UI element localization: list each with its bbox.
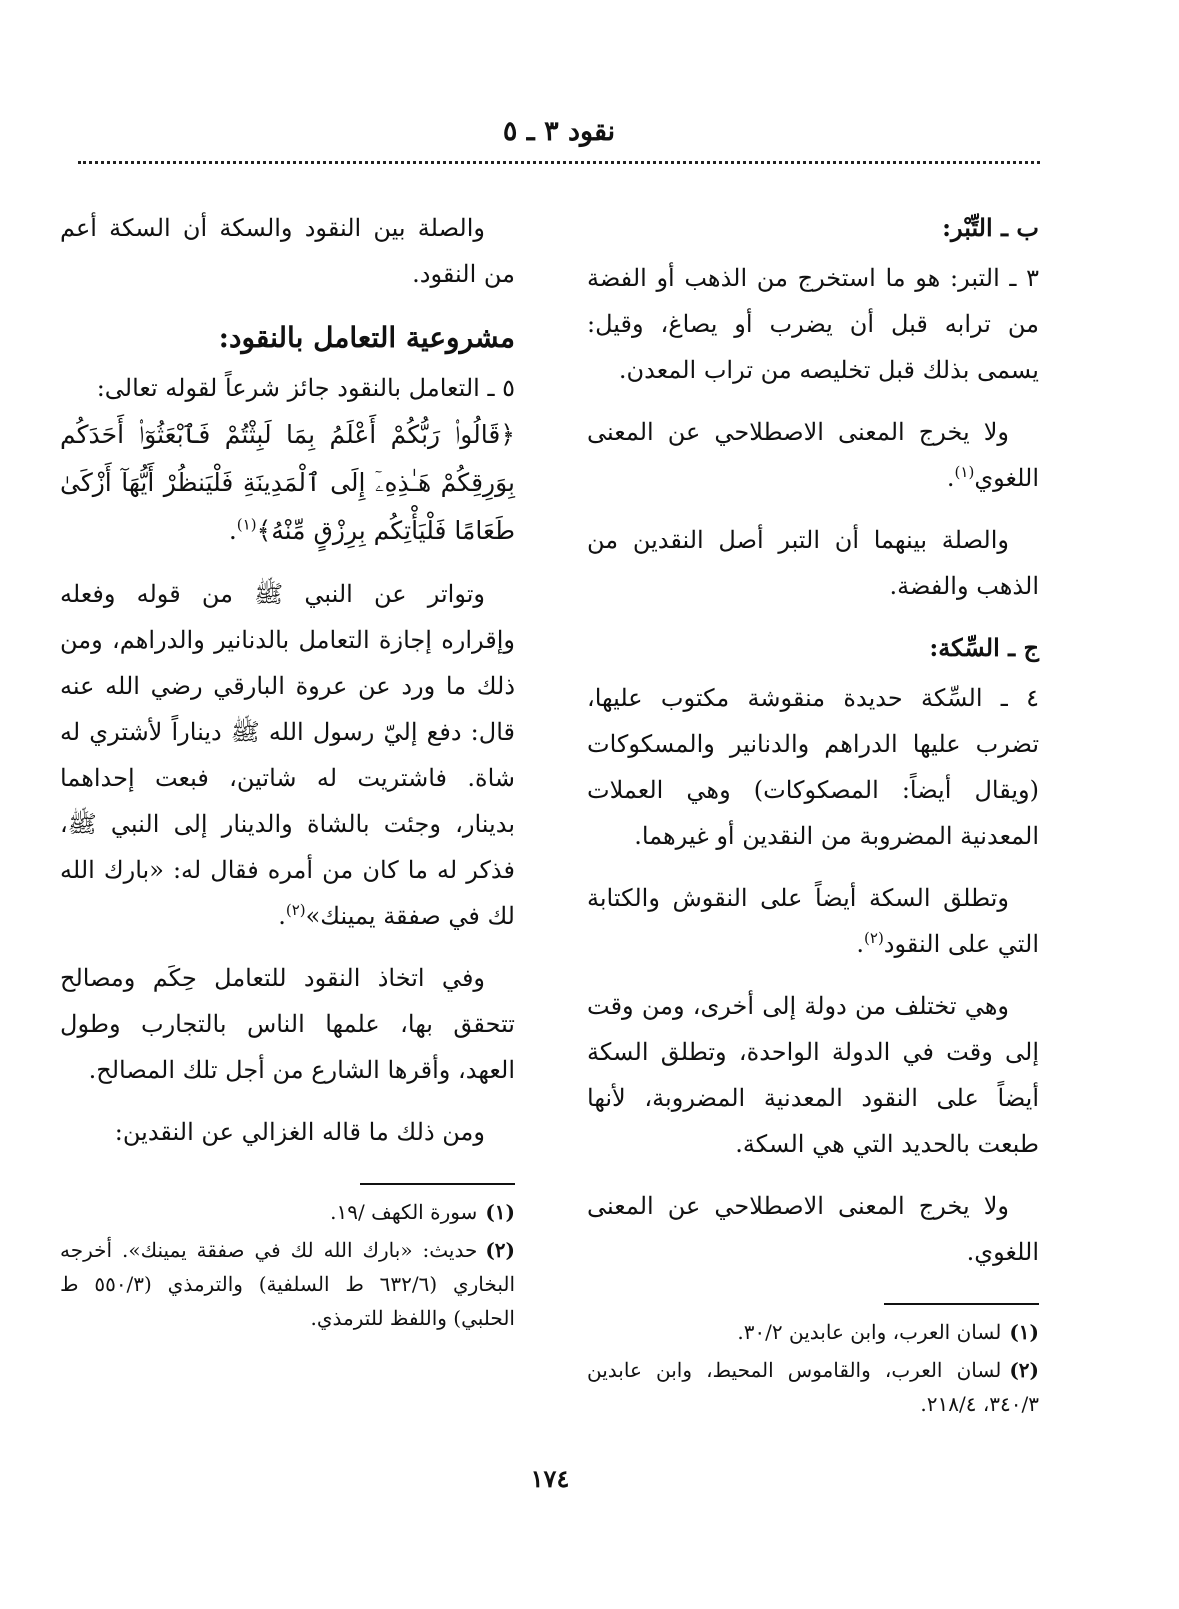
footnote-number: (٢) [1009, 1358, 1039, 1382]
quran-verse-text: ﴿قَالُوا۟ رَبُّكُمْ أَعْلَمُ بِمَا لَبِثْتُمْ فَٱبْعَثُوٓا۟ أَحَدَكُم بِوَرِقِكُمْ هَـٰذِهِۦٓ إِلَى ٱلْمَدِينَةِ فَلْيَنظُرْ أَيُّهَآ أَزْكَىٰ طَعَامًا فَلْيَأْتِكُم بِرِزْقٍ مِّنْهُ﴾ [60, 420, 515, 545]
footnote-ref-1: (١) [954, 463, 975, 481]
sikka-heading: ج ـ السِّكة: [929, 633, 1039, 662]
paragraph-sikka-engraving-text: وتطلق السكة أيضاً على النقوش والكتابة التي على النقود [587, 884, 1039, 958]
footnote-item [60, 1233, 515, 1335]
running-header-title: نقود ٣ ـ ٥ [502, 116, 616, 147]
paragraph-hikam: وفي اتخاذ النقود للتعامل حِكَم ومصالح تتحقق بها، علمها الناس بالتجارب وطول العهد، وأقرها الشارع من أجل تلك المصالح. [60, 964, 515, 1084]
footnote-text: سورة الكهف /١٩. [330, 1200, 478, 1224]
right-column [587, 205, 1039, 1425]
footnote-item [587, 1315, 1039, 1349]
footnote-text: لسان العرب، والقاموس المحيط، وابن عابدين ٣٤٠/٣، ٢١٨/٤. [587, 1358, 1039, 1416]
paragraph-tibr-meaning: ولا يخرج المعنى الاصطلاحي عن المعنى اللغوي$^{(١)}$. [587, 418, 1039, 492]
quran-verse: ﴿قَالُوا۟ رَبُّكُمْ أَعْلَمُ بِمَا لَبِثْتُمْ فَٱبْعَثُوٓا۟ أَحَدَكُم بِوَرِقِكُمْ هَـٰذِهِۦٓ إِلَى ٱلْمَدِينَةِ فَلْيَنظُرْ أَيُّهَآ أَزْكَىٰ طَعَامًا فَلْيَأْتِكُم بِرِزْقٍ مِّنْهُ﴾$^{(١)}$. [60, 420, 515, 545]
header-dotted-rule [78, 161, 1040, 164]
paragraph-4-sikka: ٤ ـ السِّكة حديدة منقوشة مكتوب عليها، تضرب عليها الدراهم والدنانير والمسكوكات (ويقال أيضاً: المصكوكات) وهي العملات المعدنية المضروبة من النقدين أو غيرهما. [587, 684, 1039, 850]
paragraph-3-tibr: ٣ ـ التبر: هو ما استخرج من الذهب أو الفضة من ترابه قبل أن يضرب أو يصاغ، وقيل: يسمى بذلك قبل تخليصه من تراب المعدن. [587, 264, 1040, 384]
paragraph-ghazali: ومن ذلك ما قاله الغزالي عن النقدين: [114, 1118, 485, 1146]
footnote-item [587, 1353, 1039, 1421]
paragraph-5-intro: ٥ ـ التعامل بالنقود جائز شرعاً لقوله تعالى: [96, 374, 515, 402]
paragraph-sikka-meaning: ولا يخرج المعنى الاصطلاحي عن المعنى اللغوي. [587, 1192, 1039, 1266]
footnote-rule [360, 1183, 515, 1185]
footnote-ref-2: (٢) [285, 901, 306, 919]
paragraph-tibr-relation: والصلة بينهما أن التبر أصل النقدين من الذهب والفضة. [587, 526, 1039, 600]
footnote-ref-2: (٢) [864, 929, 884, 947]
paragraph-tibr-meaning-text: ولا يخرج المعنى الاصطلاحي عن المعنى اللغوي [587, 418, 1039, 492]
footnote-number: (١) [485, 1200, 515, 1224]
footnote-item [60, 1195, 515, 1229]
paragraph-tawatur-text: وتواتر عن النبي ﷺ من قوله وفعله وإقراره إجازة التعامل بالدنانير والدراهم، ومن ذلك ما ورد عن عروة البارقي رضي الله عنه قال: دفع إليّ رسول الله ﷺ ديناراً لأشتري له شاة. فاشتريت له شاتين، فبعت إحداهما بدينار، وجئت بالشاة والدينار إلى النبي ﷺ، فذكر له ما كان من أمره فقال له: «بارك الله لك في صفقة يمينك» [60, 580, 515, 930]
paragraph-sikka-varies: وهي تختلف من دولة إلى أخرى، ومن وقت إلى وقت في الدولة الواحدة، وتطلق السكة أيضاً على النقود المعدنية المضروبة، لأنها طبعت بالحديد التي هي السكة. [587, 992, 1039, 1158]
left-column [60, 205, 515, 1339]
paragraph-5 [60, 365, 515, 411]
footnote-text: لسان العرب، وابن عابدين ٣٠/٢. [737, 1320, 1002, 1344]
footnote-number: (١) [1009, 1320, 1039, 1344]
paragraph-sikka-engraving: وتطلق السكة أيضاً على النقوش والكتابة التي على النقود$^{(٢)}$. [587, 884, 1039, 958]
paragraph-relation-money-sikka: والصلة بين النقود والسكة أن السكة أعم من النقود. [60, 214, 515, 288]
footnote-rule [884, 1303, 1039, 1305]
section-title-legitimacy: مشروعية التعامل بالنقود: [218, 321, 515, 354]
page-number: ١٧٤ [530, 1464, 570, 1493]
paragraph-tawatur: وتواتر عن النبي ﷺ من قوله وفعله وإقراره إجازة التعامل بالدنانير والدراهم، ومن ذلك ما ورد عن عروة البارقي رضي الله عنه قال: دفع إليّ رسول الله ﷺ ديناراً لأشتري له شاة. فاشتريت له شاتين، فبعت إحداهما بدينار، وجئت بالشاة والدينار إلى النبي ﷺ، فذكر له ما كان من أمره فقال له: «بارك الله لك في صفقة يمينك»$^{(٢)}$. [60, 580, 515, 930]
footnote-text: حديث: «بارك الله لك في صفقة يمينك». أخرجه البخاري (٦٣٢/٦ ط السلفية) والترمذي (٥٥٠/٣ ط الحلبي) واللفظ للترمذي. [60, 1238, 515, 1330]
running-header [80, 115, 1038, 149]
footnote-number: (٢) [485, 1238, 515, 1262]
tibr-heading: ب ـ التِّبْر: [942, 213, 1039, 242]
footnote-ref-1: (١) [236, 515, 257, 534]
